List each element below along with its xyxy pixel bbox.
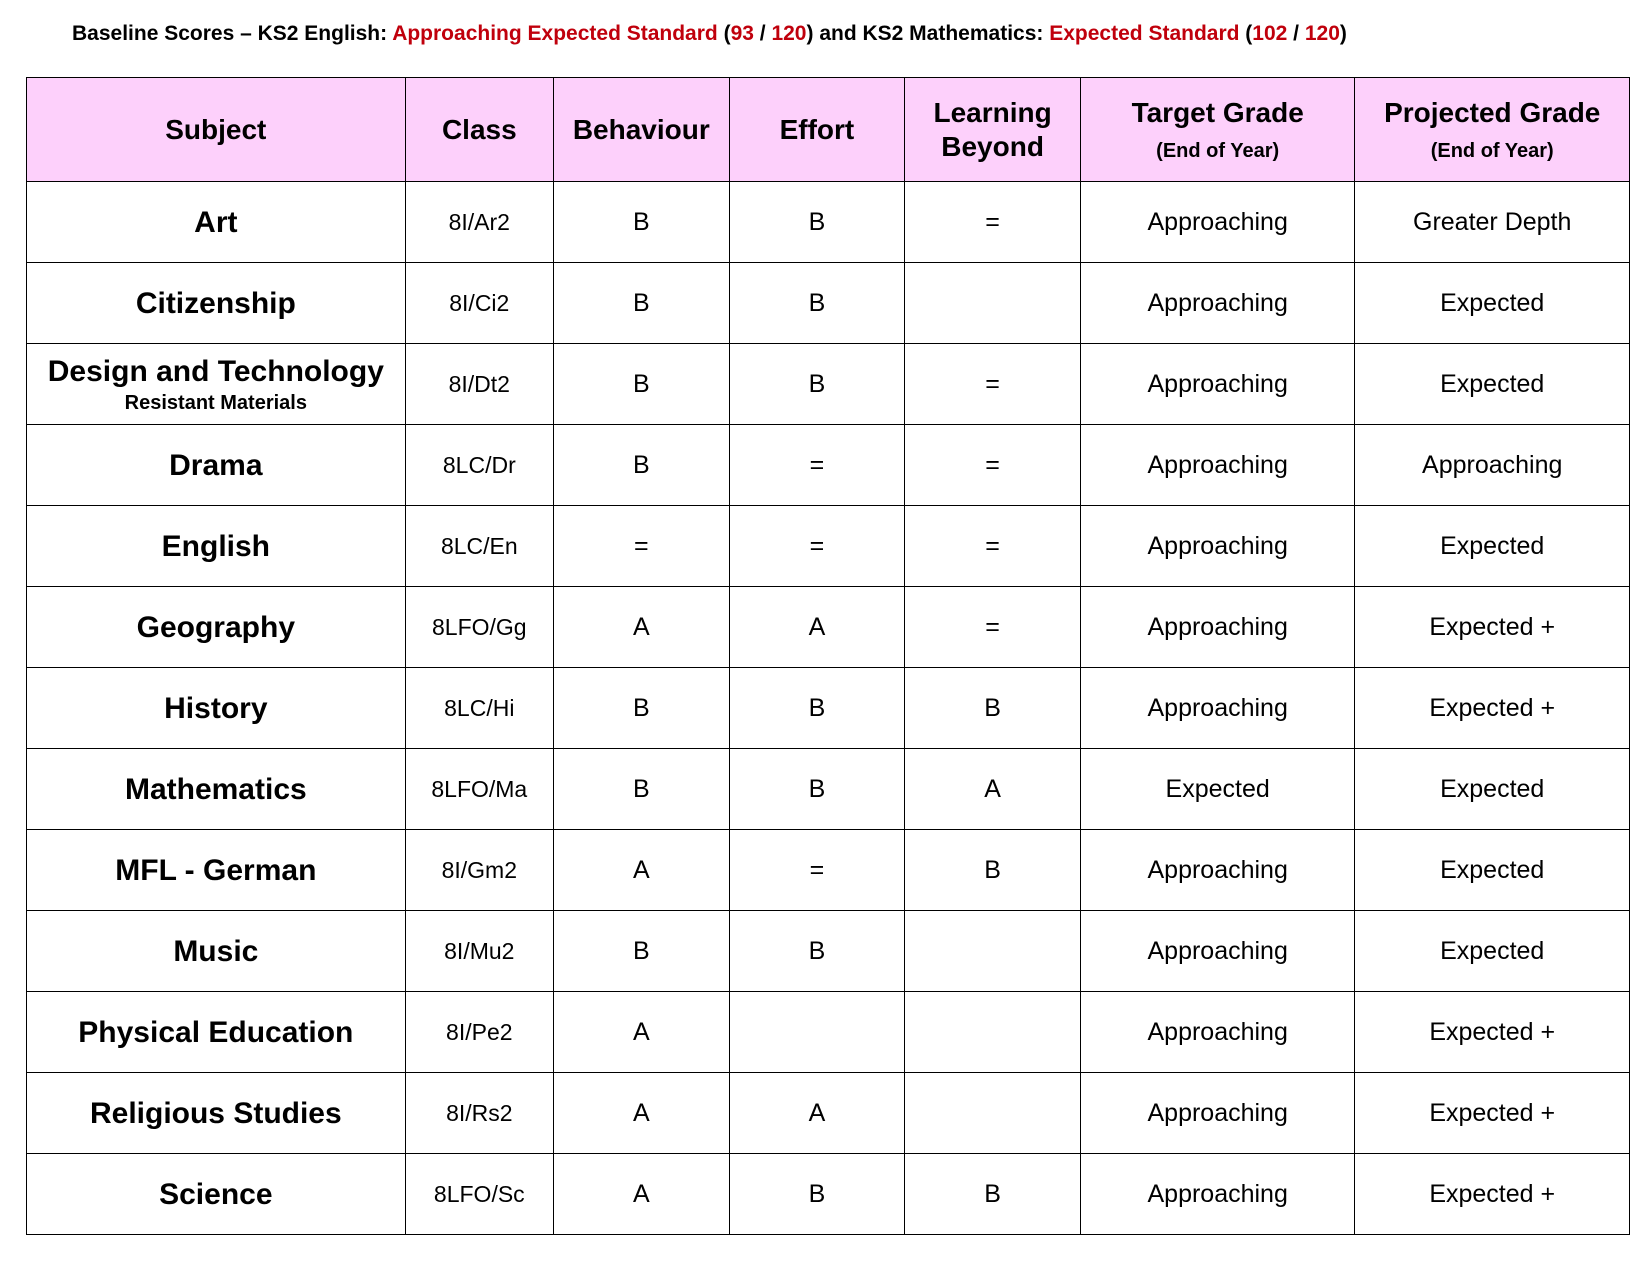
effort-cell: B bbox=[729, 263, 905, 344]
projected-grade-cell: Expected bbox=[1355, 749, 1630, 830]
subject-name: Design and Technology bbox=[47, 354, 384, 388]
behaviour-cell: B bbox=[553, 668, 729, 749]
effort-cell: A bbox=[729, 587, 905, 668]
learning-beyond-cell: B bbox=[905, 830, 1081, 911]
behaviour-cell: A bbox=[553, 992, 729, 1073]
table-body bbox=[27, 182, 1630, 1235]
header-projected-grade bbox=[1355, 78, 1630, 182]
effort-cell: = bbox=[729, 425, 905, 506]
effort-cell: B bbox=[729, 911, 905, 992]
class-cell: 8I/Gm2 bbox=[405, 830, 553, 911]
learning-beyond-cell: = bbox=[905, 425, 1081, 506]
table-row bbox=[27, 749, 1630, 830]
target-grade-cell: Approaching bbox=[1080, 992, 1355, 1073]
table-row bbox=[27, 344, 1630, 425]
learning-beyond-cell: A bbox=[905, 749, 1081, 830]
subject-cell bbox=[27, 506, 406, 587]
header-effort: Effort bbox=[729, 78, 905, 182]
header-projected-grade-label: Projected Grade bbox=[1384, 96, 1601, 128]
table-row bbox=[27, 182, 1630, 263]
projected-grade-cell: Expected bbox=[1355, 506, 1630, 587]
subject-cell bbox=[27, 992, 406, 1073]
projected-grade-cell: Expected bbox=[1355, 830, 1630, 911]
subject-name: Physical Education bbox=[78, 1015, 354, 1049]
subject-cell bbox=[27, 587, 406, 668]
effort-cell: = bbox=[729, 830, 905, 911]
class-cell: 8LC/En bbox=[405, 506, 553, 587]
baseline-prefix: Baseline Scores – KS2 English: bbox=[72, 22, 393, 45]
target-grade-cell: Approaching bbox=[1080, 506, 1355, 587]
header-learning-beyond-label: Learning Beyond bbox=[933, 96, 1052, 162]
target-grade-cell: Approaching bbox=[1080, 1154, 1355, 1235]
target-grade-cell: Approaching bbox=[1080, 263, 1355, 344]
header-class: Class bbox=[405, 78, 553, 182]
subject-name: Mathematics bbox=[124, 772, 307, 806]
projected-grade-cell: Expected bbox=[1355, 911, 1630, 992]
subject-name: Geography bbox=[136, 610, 296, 644]
behaviour-cell: B bbox=[553, 749, 729, 830]
learning-beyond-cell: B bbox=[905, 1154, 1081, 1235]
learning-beyond-cell bbox=[905, 992, 1081, 1073]
baseline-mid: ) and KS2 Mathematics: bbox=[806, 22, 1050, 45]
header-row bbox=[27, 78, 1630, 182]
subject-cell bbox=[27, 1073, 406, 1154]
table-row bbox=[27, 587, 1630, 668]
table-row bbox=[27, 425, 1630, 506]
english-standard: Approaching Expected Standard bbox=[392, 22, 718, 45]
paren-open: ( bbox=[717, 22, 731, 45]
table-row bbox=[27, 1073, 1630, 1154]
table-row bbox=[27, 830, 1630, 911]
subject-cell bbox=[27, 344, 406, 425]
subject-cell bbox=[27, 830, 406, 911]
maths-standard: Expected Standard bbox=[1049, 22, 1240, 45]
class-cell: 8I/Dt2 bbox=[405, 344, 553, 425]
projected-grade-cell: Expected + bbox=[1355, 1073, 1630, 1154]
subject-cell bbox=[27, 182, 406, 263]
subject-cell bbox=[27, 1154, 406, 1235]
behaviour-cell: A bbox=[553, 1073, 729, 1154]
subject-name: Citizenship bbox=[135, 286, 296, 320]
behaviour-cell: A bbox=[553, 1154, 729, 1235]
projected-grade-cell: Expected + bbox=[1355, 992, 1630, 1073]
behaviour-cell: A bbox=[553, 830, 729, 911]
class-cell: 8LFO/Gg bbox=[405, 587, 553, 668]
projected-grade-cell: Expected + bbox=[1355, 587, 1630, 668]
class-cell: 8I/Ci2 bbox=[405, 263, 553, 344]
effort-cell: B bbox=[729, 668, 905, 749]
projected-grade-cell: Expected + bbox=[1355, 668, 1630, 749]
slash: / bbox=[1287, 22, 1305, 45]
class-cell: 8I/Mu2 bbox=[405, 911, 553, 992]
subject-name: English bbox=[161, 529, 270, 563]
english-score: 93 bbox=[730, 22, 754, 45]
class-cell: 8I/Rs2 bbox=[405, 1073, 553, 1154]
target-grade-cell: Approaching bbox=[1080, 425, 1355, 506]
table-row bbox=[27, 992, 1630, 1073]
projected-grade-cell: Approaching bbox=[1355, 425, 1630, 506]
english-max: 120 bbox=[771, 22, 807, 45]
table-row bbox=[27, 506, 1630, 587]
table-row bbox=[27, 911, 1630, 992]
maths-score: 102 bbox=[1252, 22, 1288, 45]
effort-cell: B bbox=[729, 1154, 905, 1235]
class-cell: 8LC/Dr bbox=[405, 425, 553, 506]
report-table bbox=[26, 77, 1630, 1235]
header-target-grade-label: Target Grade bbox=[1131, 96, 1304, 128]
header-projected-grade-sub: (End of Year) bbox=[1430, 140, 1554, 163]
target-grade-cell: Approaching bbox=[1080, 1073, 1355, 1154]
subject-name: Drama bbox=[169, 448, 263, 482]
class-cell: 8LC/Hi bbox=[405, 668, 553, 749]
target-grade-cell: Approaching bbox=[1080, 587, 1355, 668]
baseline-scores-line bbox=[72, 22, 1347, 46]
subject-cell bbox=[27, 425, 406, 506]
header-target-grade-sub: (End of Year) bbox=[1156, 140, 1280, 163]
paren-open: ( bbox=[1239, 22, 1253, 45]
target-grade-cell: Approaching bbox=[1080, 182, 1355, 263]
target-grade-cell: Approaching bbox=[1080, 344, 1355, 425]
class-cell: 8LFO/Sc bbox=[405, 1154, 553, 1235]
effort-cell: B bbox=[729, 749, 905, 830]
effort-cell: B bbox=[729, 182, 905, 263]
learning-beyond-cell: = bbox=[905, 182, 1081, 263]
learning-beyond-cell bbox=[905, 263, 1081, 344]
behaviour-cell: B bbox=[553, 263, 729, 344]
subject-name: History bbox=[164, 691, 268, 725]
projected-grade-cell: Expected bbox=[1355, 263, 1630, 344]
class-cell: 8LFO/Ma bbox=[405, 749, 553, 830]
behaviour-cell: B bbox=[553, 911, 729, 992]
behaviour-cell: B bbox=[553, 182, 729, 263]
subject-cell bbox=[27, 263, 406, 344]
target-grade-cell: Approaching bbox=[1080, 830, 1355, 911]
subject-name: Science bbox=[159, 1177, 273, 1211]
target-grade-cell: Approaching bbox=[1080, 911, 1355, 992]
header-subject: Subject bbox=[27, 78, 406, 182]
subject-name: Art bbox=[194, 205, 238, 239]
paren-close: ) bbox=[1339, 22, 1347, 45]
learning-beyond-cell bbox=[905, 1073, 1081, 1154]
learning-beyond-cell: B bbox=[905, 668, 1081, 749]
effort-cell: = bbox=[729, 506, 905, 587]
subject-name: MFL - German bbox=[115, 853, 317, 887]
table-row bbox=[27, 263, 1630, 344]
behaviour-cell: B bbox=[553, 425, 729, 506]
subject-name: Music bbox=[173, 934, 259, 968]
subject-cell bbox=[27, 911, 406, 992]
effort-cell: A bbox=[729, 1073, 905, 1154]
effort-cell bbox=[729, 992, 905, 1073]
subject-subnote: Resistant Materials bbox=[124, 391, 307, 414]
header-learning-beyond bbox=[905, 78, 1081, 182]
target-grade-cell: Expected bbox=[1080, 749, 1355, 830]
class-cell: 8I/Pe2 bbox=[405, 992, 553, 1073]
subject-cell bbox=[27, 668, 406, 749]
learning-beyond-cell bbox=[905, 911, 1081, 992]
maths-max: 120 bbox=[1304, 22, 1340, 45]
behaviour-cell: A bbox=[553, 587, 729, 668]
projected-grade-cell: Expected + bbox=[1355, 1154, 1630, 1235]
learning-beyond-cell: = bbox=[905, 344, 1081, 425]
table-row bbox=[27, 1154, 1630, 1235]
class-cell: 8I/Ar2 bbox=[405, 182, 553, 263]
table-row bbox=[27, 668, 1630, 749]
learning-beyond-cell: = bbox=[905, 587, 1081, 668]
header-target-grade bbox=[1080, 78, 1355, 182]
projected-grade-cell: Expected bbox=[1355, 344, 1630, 425]
learning-beyond-cell: = bbox=[905, 506, 1081, 587]
projected-grade-cell: Greater Depth bbox=[1355, 182, 1630, 263]
behaviour-cell: = bbox=[553, 506, 729, 587]
effort-cell: B bbox=[729, 344, 905, 425]
behaviour-cell: B bbox=[553, 344, 729, 425]
header-behaviour: Behaviour bbox=[553, 78, 729, 182]
subject-name: Religious Studies bbox=[89, 1096, 342, 1130]
subject-cell bbox=[27, 749, 406, 830]
target-grade-cell: Approaching bbox=[1080, 668, 1355, 749]
slash: / bbox=[753, 22, 772, 45]
